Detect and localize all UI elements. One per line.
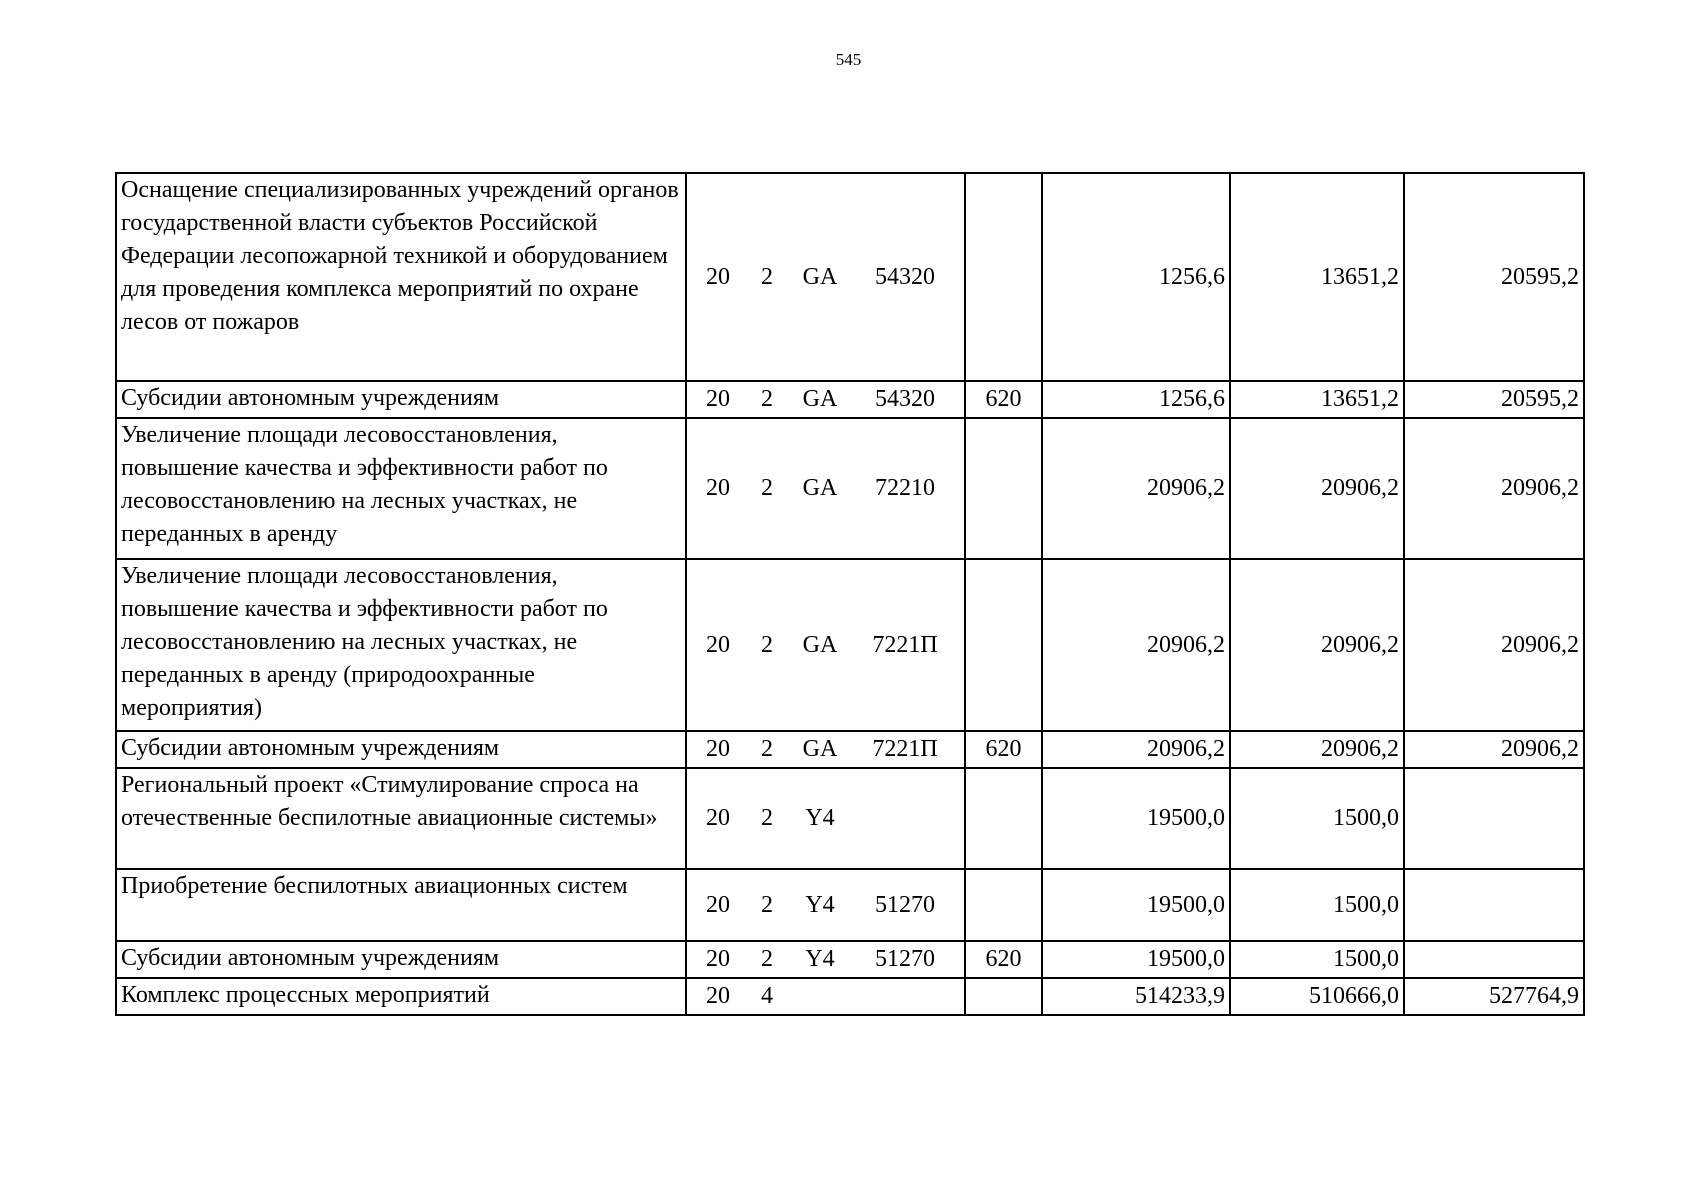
row-codes: [686, 173, 965, 381]
subsection-code: 2: [761, 805, 773, 831]
subsection-code: 2: [761, 386, 773, 412]
amount-year-2: 510666,0: [1230, 978, 1404, 1015]
row-name: Увеличение площади лесовосстановления, повышение качества и эффективности работ по лесовосстановлению на лесных участках, не переданных в аренду: [116, 418, 686, 559]
page-number: 545: [835, 50, 862, 69]
amount-year-3: [1404, 869, 1584, 941]
row-name: Оснащение специализированных учреждений органов государственной власти субъектов Российской Федерации лесопожарной техникой и оборудованием для проведения комплекса мероприятий по охране лесов от пожаров: [116, 173, 686, 381]
project-code: GA: [802, 263, 838, 290]
row-name: Субсидии автономным учреждениям: [116, 941, 686, 978]
amount-year-2: 20906,2: [1230, 731, 1404, 768]
row-codes: [686, 731, 965, 768]
section-code: 20: [706, 386, 730, 412]
project-code: Y4: [805, 891, 835, 918]
row-name: Субсидии автономным учреждениям: [116, 731, 686, 768]
direction-code: 51270: [875, 946, 935, 972]
expense-type-code: 620: [965, 941, 1042, 978]
section-code: 20: [706, 263, 730, 290]
amount-year-3: [1404, 768, 1584, 869]
subsection-code: 2: [761, 946, 773, 972]
amount-year-3: [1404, 941, 1584, 978]
row-codes: [686, 869, 965, 941]
amount-year-2: 13651,2: [1230, 173, 1404, 381]
expense-type-code: [965, 559, 1042, 731]
subsection-code: 2: [761, 891, 773, 918]
direction-code: 72210: [875, 475, 935, 501]
direction-code: 7221П: [872, 631, 938, 658]
amount-year-2: 20906,2: [1230, 418, 1404, 559]
amount-year-2: 1500,0: [1230, 869, 1404, 941]
project-code: GA: [802, 736, 838, 762]
project-code: Y4: [805, 946, 835, 972]
amount-year-2: 13651,2: [1230, 381, 1404, 418]
amount-year-3: 20906,2: [1404, 731, 1584, 768]
subsection-code: 2: [761, 263, 773, 290]
amount-year-1: 19500,0: [1042, 768, 1230, 869]
project-code: GA: [802, 631, 838, 658]
amount-year-3: 20906,2: [1404, 559, 1584, 731]
table-row: [116, 173, 1584, 381]
table-row: [116, 768, 1584, 869]
row-name: Субсидии автономным учреждениям: [116, 381, 686, 418]
section-code: 20: [706, 805, 730, 831]
table-row: [116, 978, 1584, 1015]
direction-code: 54320: [875, 386, 935, 412]
row-name: Комплекс процессных мероприятий: [116, 978, 686, 1015]
amount-year-3: 527764,9: [1404, 978, 1584, 1015]
section-code: 20: [706, 983, 730, 1009]
budget-table: [115, 172, 1585, 1016]
amount-year-1: 1256,6: [1042, 173, 1230, 381]
expense-type-code: [965, 418, 1042, 559]
subsection-code: 4: [761, 983, 773, 1009]
row-codes: [686, 381, 965, 418]
amount-year-3: 20595,2: [1404, 381, 1584, 418]
table-row: [116, 941, 1584, 978]
expense-type-code: 620: [965, 381, 1042, 418]
expense-type-code: [965, 978, 1042, 1015]
amount-year-1: 514233,9: [1042, 978, 1230, 1015]
table-row: [116, 418, 1584, 559]
subsection-code: 2: [761, 631, 773, 658]
project-code: GA: [802, 475, 838, 501]
amount-year-1: 1256,6: [1042, 381, 1230, 418]
amount-year-3: 20595,2: [1404, 173, 1584, 381]
section-code: 20: [706, 891, 730, 918]
project-code: GA: [802, 386, 838, 412]
amount-year-2: 1500,0: [1230, 768, 1404, 869]
project-code: Y4: [805, 805, 835, 831]
expense-type-code: [965, 768, 1042, 869]
amount-year-2: 1500,0: [1230, 941, 1404, 978]
row-name: Региональный проект «Стимулирование спроса на отечественные беспилотные авиационные системы»: [116, 768, 686, 869]
row-codes: [686, 559, 965, 731]
subsection-code: 2: [761, 736, 773, 762]
table-row: [116, 869, 1584, 941]
row-name: Увеличение площади лесовосстановления, повышение качества и эффективности работ по лесовосстановлению на лесных участках, не переданных в аренду (природоохранные мероприятия): [116, 559, 686, 731]
row-codes: [686, 941, 965, 978]
expense-type-code: [965, 869, 1042, 941]
subsection-code: 2: [761, 475, 773, 501]
section-code: 20: [706, 475, 730, 501]
direction-code: 7221П: [872, 736, 938, 762]
section-code: 20: [706, 736, 730, 762]
expense-type-code: 620: [965, 731, 1042, 768]
row-codes: [686, 768, 965, 869]
amount-year-2: 20906,2: [1230, 559, 1404, 731]
direction-code: 54320: [875, 263, 935, 290]
amount-year-1: 19500,0: [1042, 869, 1230, 941]
table-row: [116, 731, 1584, 768]
amount-year-3: 20906,2: [1404, 418, 1584, 559]
amount-year-1: 20906,2: [1042, 559, 1230, 731]
section-code: 20: [706, 946, 730, 972]
row-codes: [686, 418, 965, 559]
expense-type-code: [965, 173, 1042, 381]
row-name: Приобретение беспилотных авиационных систем: [116, 869, 686, 941]
table-row: [116, 559, 1584, 731]
row-codes: [686, 978, 965, 1015]
amount-year-1: 19500,0: [1042, 941, 1230, 978]
section-code: 20: [706, 631, 730, 658]
amount-year-1: 20906,2: [1042, 731, 1230, 768]
amount-year-1: 20906,2: [1042, 418, 1230, 559]
table-row: [116, 381, 1584, 418]
direction-code: 51270: [875, 891, 935, 918]
